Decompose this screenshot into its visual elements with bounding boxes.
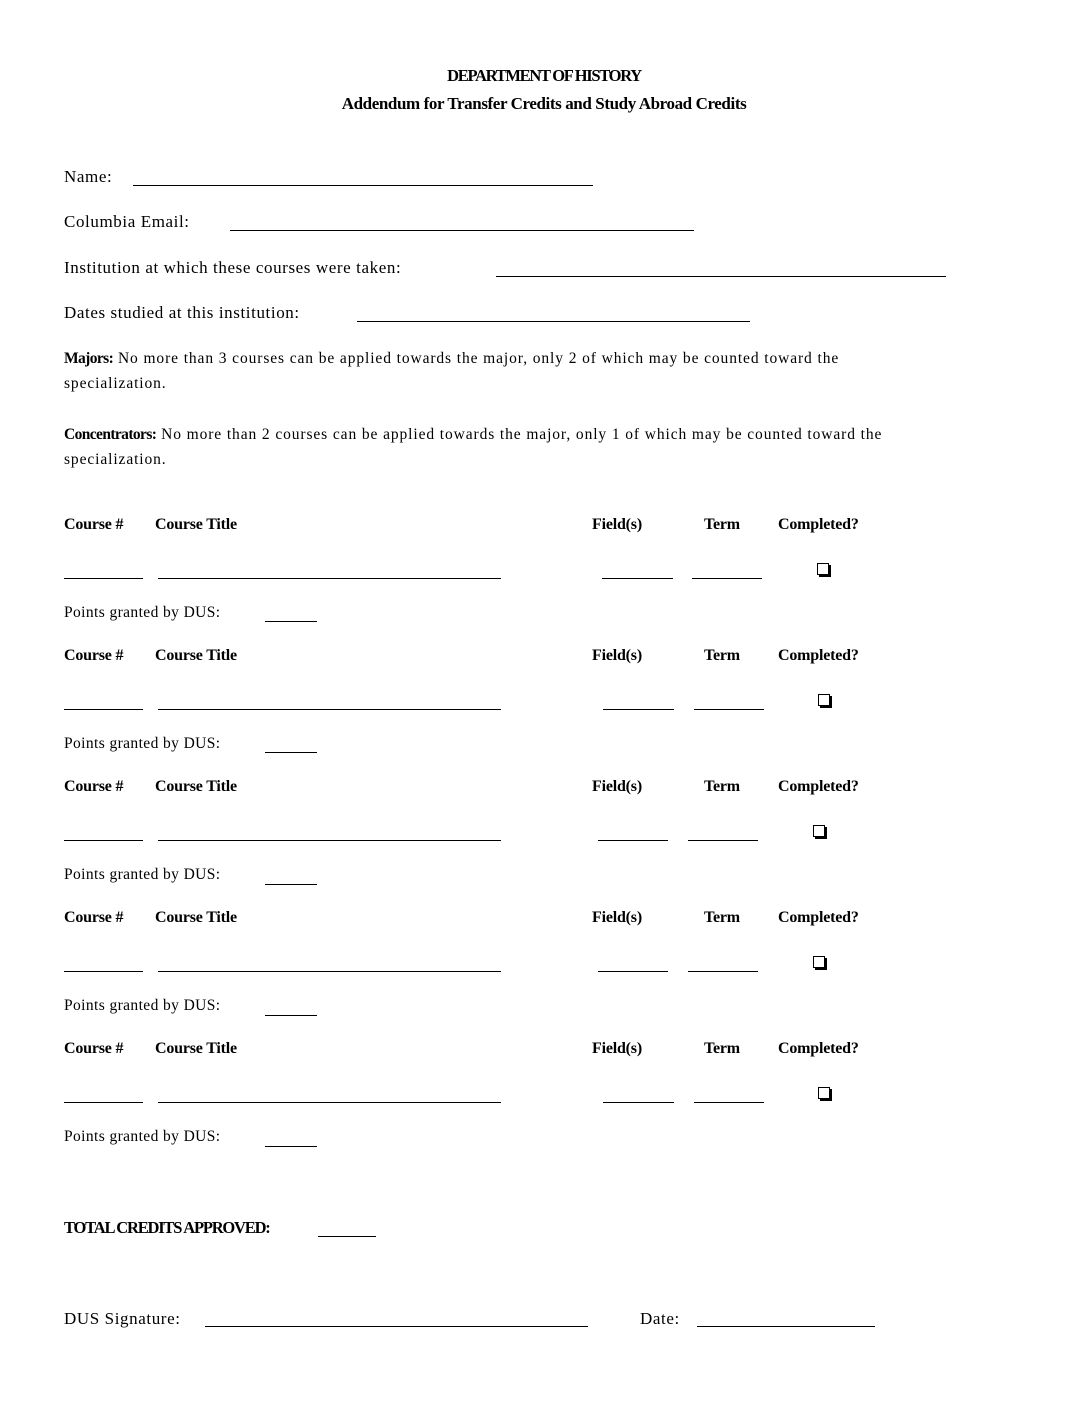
points-label: Points granted by DUS: bbox=[64, 1128, 221, 1145]
course-title-header: Course Title bbox=[155, 516, 237, 533]
majors-label: Majors: bbox=[64, 350, 114, 367]
email-field[interactable] bbox=[230, 230, 694, 231]
completed-header: Completed? bbox=[778, 647, 859, 664]
concentrators-text: No more than 2 courses can be applied towards the major, only 1 of which may be counted toward the specialization. bbox=[64, 426, 883, 468]
course-number-field[interactable] bbox=[64, 1102, 143, 1103]
fields-header: Field(s) bbox=[592, 647, 642, 664]
term-field[interactable] bbox=[694, 709, 764, 710]
course-title-field[interactable] bbox=[158, 1102, 501, 1103]
email-label: Columbia Email: bbox=[64, 212, 190, 231]
fields-field[interactable] bbox=[603, 709, 674, 710]
completed-header: Completed? bbox=[778, 1040, 859, 1057]
term-header: Term bbox=[704, 1040, 740, 1057]
course-number-header: Course # bbox=[64, 516, 124, 533]
dus-signature-field[interactable] bbox=[205, 1326, 588, 1327]
points-field[interactable] bbox=[265, 1146, 317, 1147]
term-header: Term bbox=[704, 647, 740, 664]
completed-header: Completed? bbox=[778, 778, 859, 795]
term-header: Term bbox=[704, 909, 740, 926]
completed-checkbox[interactable] bbox=[818, 694, 830, 706]
course-number-header: Course # bbox=[64, 909, 124, 926]
points-label: Points granted by DUS: bbox=[64, 997, 221, 1014]
points-field[interactable] bbox=[265, 621, 317, 622]
name-field[interactable] bbox=[133, 185, 593, 186]
date-field[interactable] bbox=[697, 1326, 875, 1327]
points-field[interactable] bbox=[265, 1015, 317, 1016]
institution-label: Institution at which these courses were taken: bbox=[64, 258, 402, 277]
course-title-header: Course Title bbox=[155, 909, 237, 926]
course-title-header: Course Title bbox=[155, 1040, 237, 1057]
points-label: Points granted by DUS: bbox=[64, 866, 221, 883]
dates-label: Dates studied at this institution: bbox=[64, 303, 300, 322]
course-title-header: Course Title bbox=[155, 778, 237, 795]
course-number-field[interactable] bbox=[64, 840, 143, 841]
fields-header: Field(s) bbox=[592, 778, 642, 795]
majors-rule bbox=[64, 346, 944, 396]
completed-checkbox[interactable] bbox=[813, 956, 825, 968]
completed-checkbox[interactable] bbox=[817, 563, 829, 575]
points-label: Points granted by DUS: bbox=[64, 735, 221, 752]
term-field[interactable] bbox=[692, 578, 762, 579]
completed-header: Completed? bbox=[778, 909, 859, 926]
term-field[interactable] bbox=[688, 840, 758, 841]
fields-field[interactable] bbox=[603, 1102, 674, 1103]
fields-header: Field(s) bbox=[592, 516, 642, 533]
institution-field[interactable] bbox=[496, 276, 946, 277]
course-number-header: Course # bbox=[64, 1040, 124, 1057]
term-header: Term bbox=[704, 778, 740, 795]
fields-field[interactable] bbox=[598, 971, 668, 972]
points-label: Points granted by DUS: bbox=[64, 604, 221, 621]
fields-header: Field(s) bbox=[592, 909, 642, 926]
page-subtitle: Addendum for Transfer Credits and Study Abroad Credits bbox=[341, 94, 747, 113]
course-title-field[interactable] bbox=[158, 971, 501, 972]
course-number-header: Course # bbox=[64, 778, 124, 795]
fields-header: Field(s) bbox=[592, 1040, 642, 1057]
fields-field[interactable] bbox=[598, 840, 668, 841]
concentrators-rule bbox=[64, 422, 944, 472]
term-field[interactable] bbox=[688, 971, 758, 972]
course-number-field[interactable] bbox=[64, 578, 143, 579]
course-number-field[interactable] bbox=[64, 709, 143, 710]
course-number-header: Course # bbox=[64, 647, 124, 664]
course-title-field[interactable] bbox=[158, 578, 501, 579]
term-header: Term bbox=[704, 516, 740, 533]
term-field[interactable] bbox=[694, 1102, 764, 1103]
course-title-header: Course Title bbox=[155, 647, 237, 664]
date-label: Date: bbox=[640, 1309, 680, 1328]
course-title-field[interactable] bbox=[158, 840, 501, 841]
dus-signature-label: DUS Signature: bbox=[64, 1309, 181, 1328]
name-label: Name: bbox=[64, 167, 113, 186]
fields-field[interactable] bbox=[602, 578, 673, 579]
completed-checkbox[interactable] bbox=[813, 825, 825, 837]
completed-checkbox[interactable] bbox=[818, 1087, 830, 1099]
page-title: DEPARTMENT OF HISTORY bbox=[447, 66, 641, 85]
total-credits-label: TOTAL CREDITS APPROVED: bbox=[64, 1218, 270, 1237]
points-field[interactable] bbox=[265, 752, 317, 753]
completed-header: Completed? bbox=[778, 516, 859, 533]
concentrators-label: Concentrators: bbox=[64, 426, 157, 443]
course-number-field[interactable] bbox=[64, 971, 143, 972]
majors-text: No more than 3 courses can be applied towards the major, only 2 of which may be counted toward the specialization. bbox=[64, 350, 840, 392]
total-credits-field[interactable] bbox=[318, 1236, 376, 1237]
course-title-field[interactable] bbox=[158, 709, 501, 710]
points-field[interactable] bbox=[265, 884, 317, 885]
dates-field[interactable] bbox=[357, 321, 750, 322]
